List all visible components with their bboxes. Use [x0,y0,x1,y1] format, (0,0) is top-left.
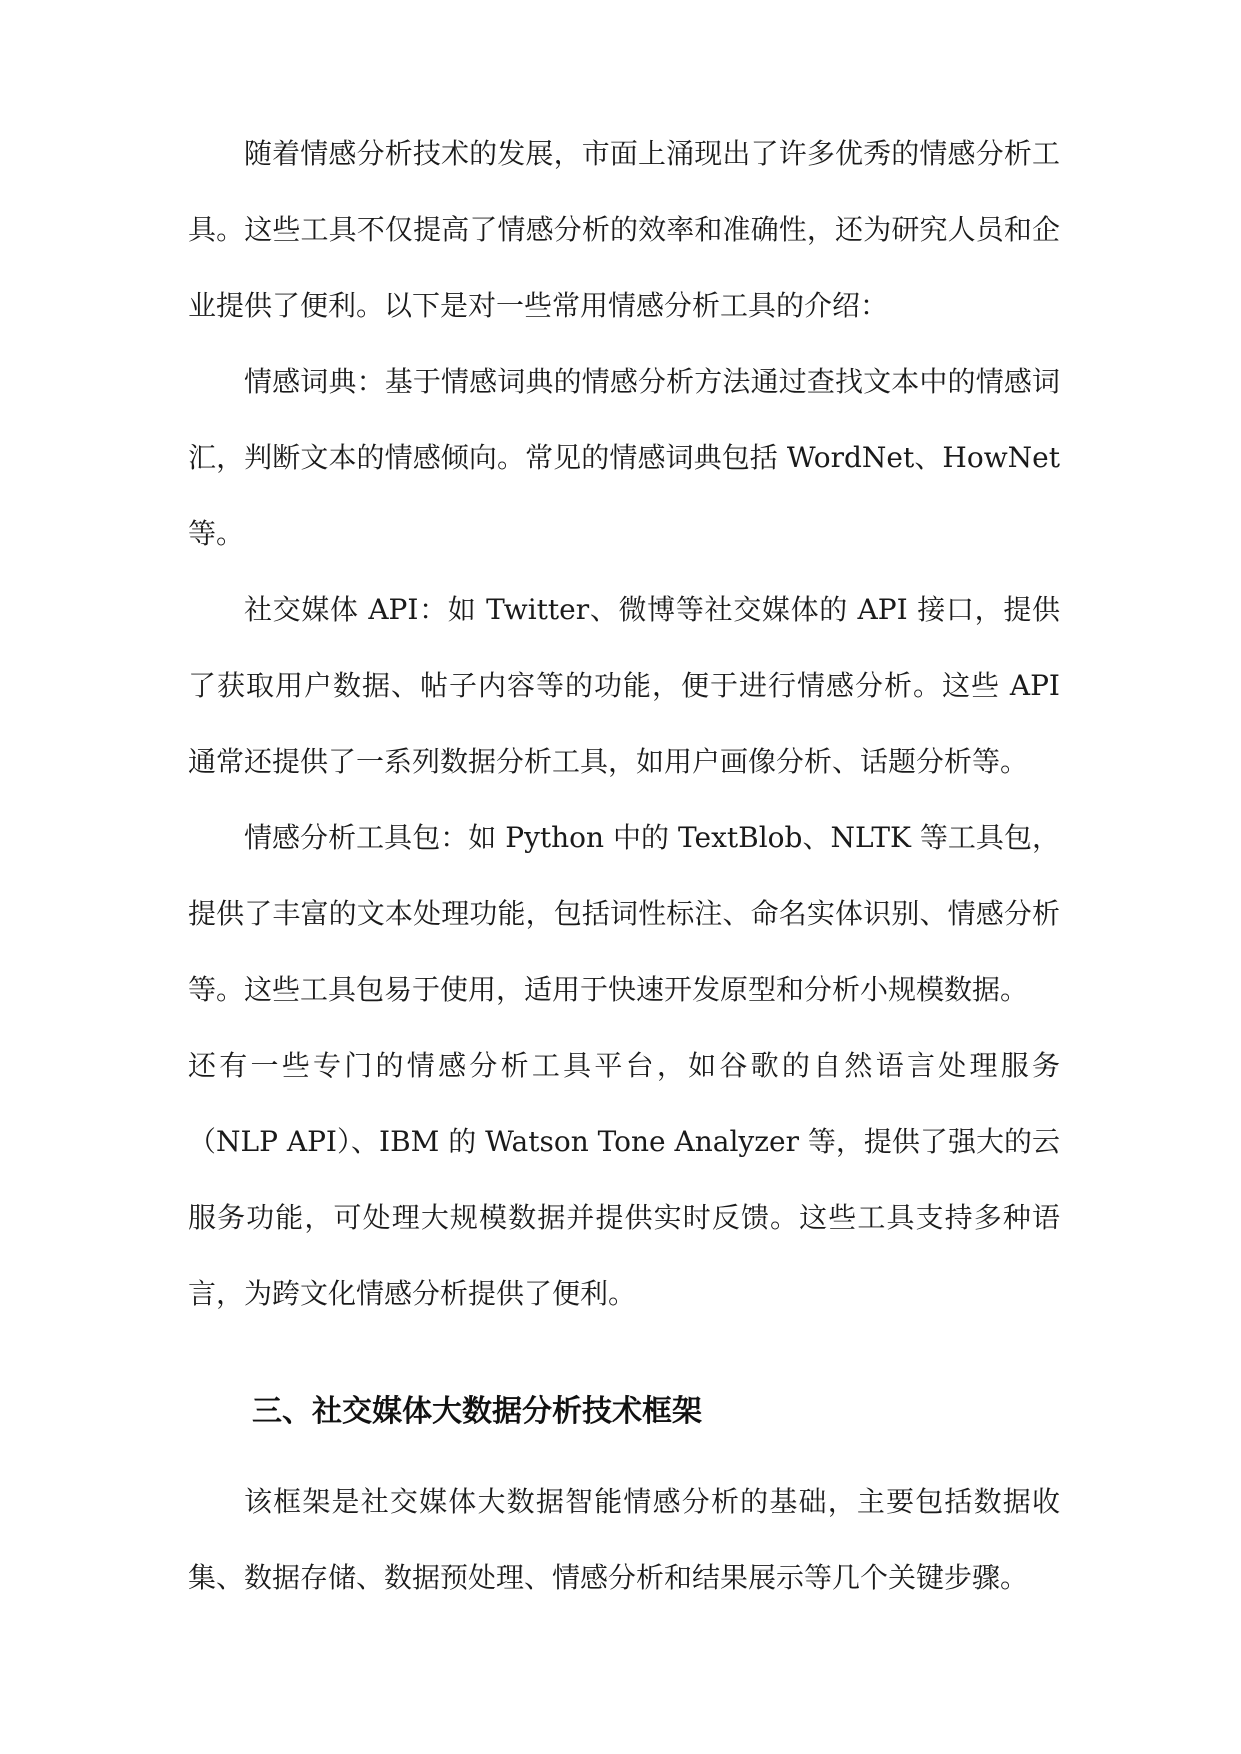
section-body-framework [188,1464,1060,1616]
paragraph-toolkits: 情感分析工具包：如 Python 中的 TextBlob、NLTK 等工具包，提供了丰富的文本处理功能，包括词性标注、命名实体识别、情感分析等。这些工具包易于使用，适用于快速开发原型和分析小规模数据。 [188,821,1060,1006]
paragraph-sentiment-lexicon: 情感词典：基于情感词典的情感分析方法通过查找文本中的情感词汇，判断文本的情感倾向。常见的情感词典包括 WordNet、HowNet 等。 [188,365,1060,550]
paragraph-platforms: 还有一些专门的情感分析工具平台，如谷歌的自然语言处理服务（NLP API）、IBM 的 Watson Tone Analyzer 等，提供了强大的云服务功能，可处理大规模数据并提供实时反馈。这些工具支持多种语言，为跨文化情感分析提供了便利。 [188,1049,1060,1310]
paragraph-intro: 随着情感分析技术的发展，市面上涌现出了许多优秀的情感分析工具。这些工具不仅提高了情感分析的效率和准确性，还为研究人员和企业提供了便利。以下是对一些常用情感分析工具的介绍： [188,137,1060,322]
section-body-tools [188,116,1060,1332]
paragraph-framework: 该框架是社交媒体大数据智能情感分析的基础，主要包括数据收集、数据存储、数据预处理、情感分析和结果展示等几个关键步骤。 [188,1485,1060,1594]
section-heading: 三、社交媒体大数据分析技术框架 [252,1394,702,1429]
paragraph-social-media-api: 社交媒体 API：如 Twitter、微博等社交媒体的 API 接口，提供了获取用户数据、帖子内容等的功能，便于进行情感分析。这些 API 通常还提供了一系列数据分析工具，如用户画像分析、话题分析等。 [188,593,1060,778]
